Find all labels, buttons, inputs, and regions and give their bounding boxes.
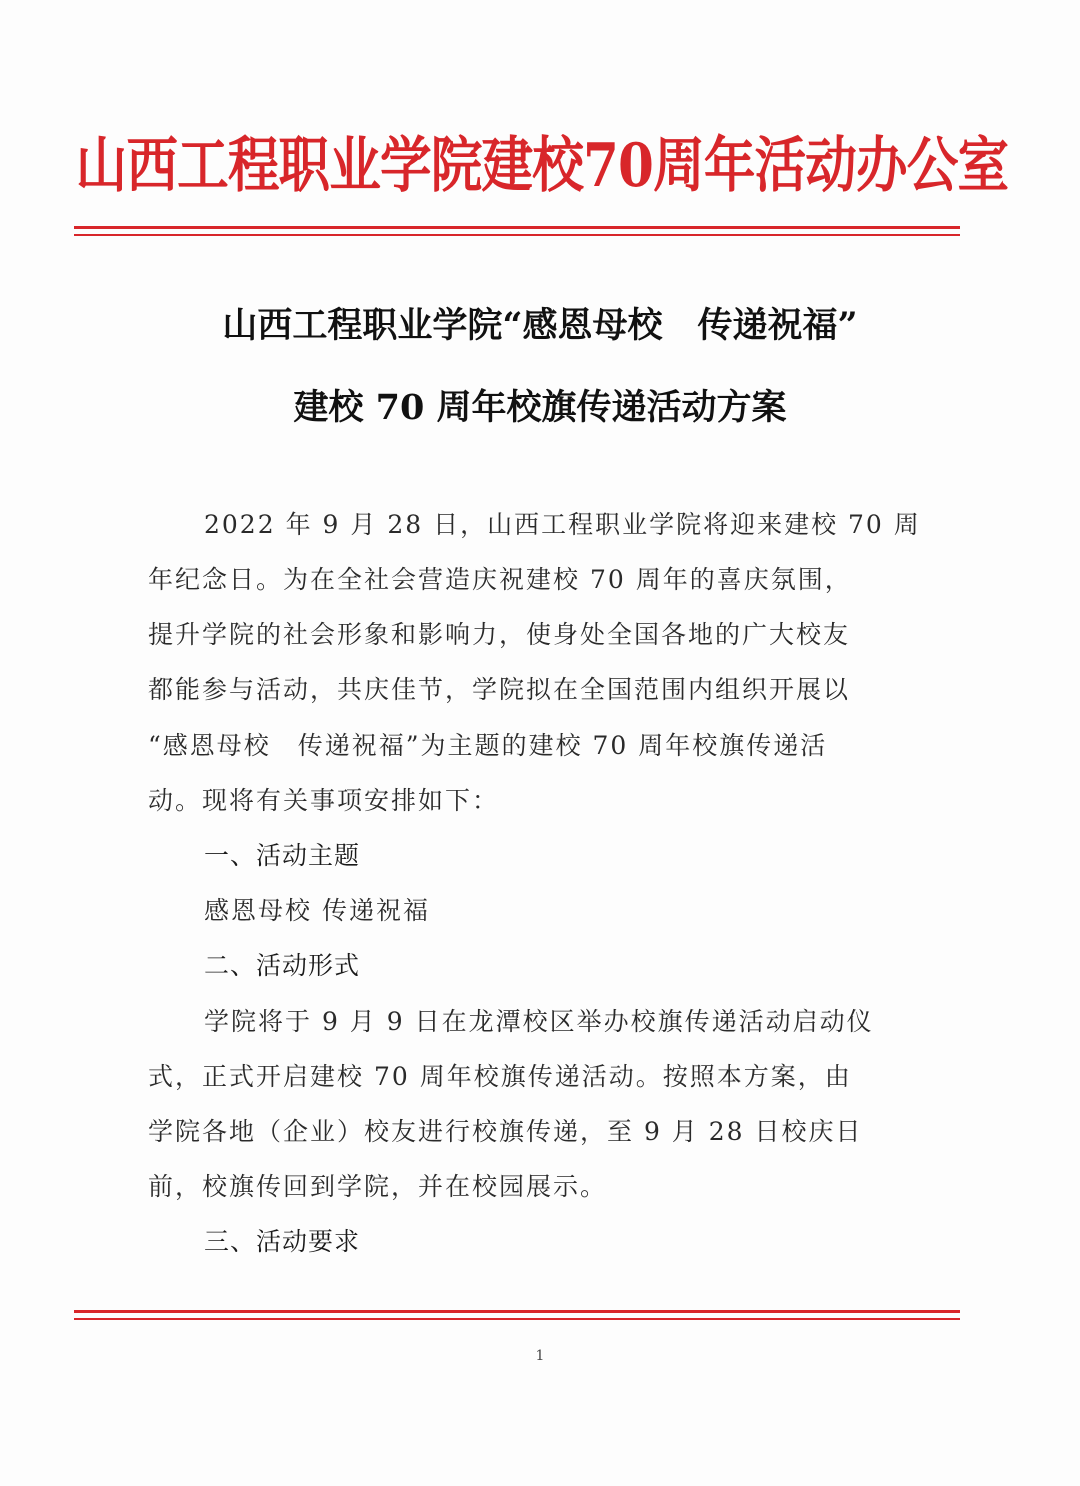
section-1-heading: 一、活动主题 xyxy=(204,841,361,870)
intro-line-3: 提升学院的社会形象和影响力，使身处全国各地的广大校友 xyxy=(148,620,851,649)
footer-rule-thin xyxy=(74,1318,960,1320)
section-3-heading: 三、活动要求 xyxy=(204,1227,361,1256)
section-2-line-3: 学院各地（企业）校友进行校旗传递，至 9 月 28 日校庆日 xyxy=(148,1117,863,1146)
section-2-heading: 二、活动形式 xyxy=(204,951,361,980)
intro-line-1: 2022 年 9 月 28 日，山西工程职业学院将迎来建校 70 周 xyxy=(204,510,921,539)
document-title-line-1: 山西工程职业学院“感恩母校 传递祝福” xyxy=(222,305,858,346)
page-number: 1 xyxy=(535,1348,545,1364)
letterhead-rule-thick xyxy=(74,226,960,229)
footer-rule-thick xyxy=(74,1310,960,1313)
intro-line-2: 年纪念日。为在全社会营造庆祝建校 70 周年的喜庆氛围， xyxy=(148,565,852,594)
section-2-line-4: 前，校旗传回到学院，并在校园展示。 xyxy=(148,1172,608,1201)
intro-line-5: “感恩母校 传递祝福”为主题的建校 70 周年校旗传递活 xyxy=(148,731,828,760)
intro-line-4: 都能参与活动，共庆佳节，学院拟在全国范围内组织开展以 xyxy=(148,675,851,704)
intro-line-6: 动。现将有关事项安排如下： xyxy=(148,786,500,815)
document-title-line-2: 建校 70 周年校旗传递活动方案 xyxy=(293,387,787,428)
section-1-text: 感恩母校 传递祝福 xyxy=(204,896,430,925)
letterhead-title: 山西工程职业学院建校70周年活动办公室 xyxy=(75,131,1009,201)
section-2-line-2: 式，正式开启建校 70 周年校旗传递活动。按照本方案，由 xyxy=(148,1062,852,1091)
letterhead-rule-thin xyxy=(74,234,960,236)
section-2-line-1: 学院将于 9 月 9 日在龙潭校区举办校旗传递活动启动仪 xyxy=(204,1007,874,1036)
